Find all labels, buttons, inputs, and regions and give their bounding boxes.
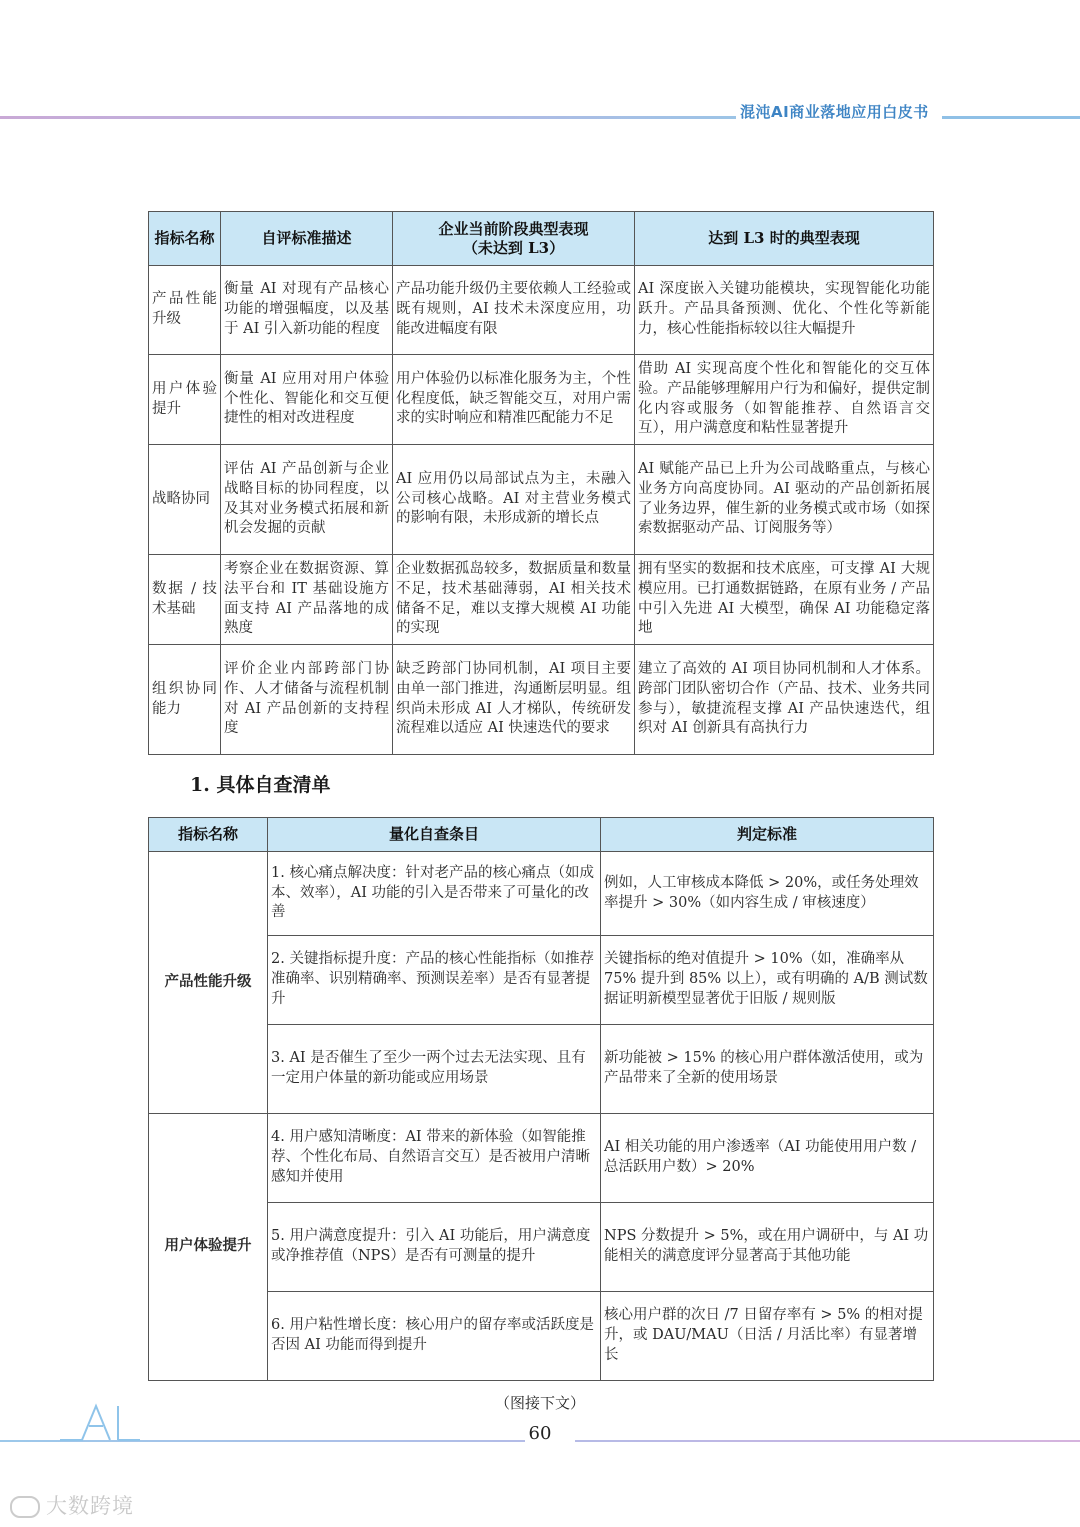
table-row [149, 445, 934, 555]
column-header: 自评标准描述 [221, 212, 393, 266]
watermark-logo-icon [10, 1496, 40, 1518]
page-number: 60 [528, 1423, 552, 1444]
current-stage: AI 应用仍以局部试点为主，未融入公司核心战略。AI 对主营业务模式的影响有限，未形成新的增长点 [393, 445, 635, 555]
figure-continued-caption: （图接下文） [494, 1394, 585, 1412]
criteria: 例如，人工审核成本降低 > 20%，或任务处理效率提升 > 30%（如内容生成 / 审核速度） [601, 852, 934, 936]
header-rule [0, 116, 736, 119]
indicator-name: 数据 / 技术基础 [149, 555, 221, 645]
indicator-name: 产品性能升级 [149, 266, 221, 355]
current-stage: 产品功能升级仍主要依赖人工经验或既有规则，AI 技术未深度应用，功能改进幅度有限 [393, 266, 635, 355]
indicator-name: 组织协同能力 [149, 645, 221, 755]
section-title: 1. 具体自查清单 [190, 774, 331, 796]
column-header: 企业当前阶段典型表现 （未达到 L3） [393, 212, 635, 266]
indicator-name: 战略协同 [149, 445, 221, 555]
criteria: 核心用户群的次日 /7 日留存率有 > 5% 的相对提升，或 DAU/MAU（日活 / 月活比率）有显著增长 [601, 1292, 934, 1381]
l3-performance: AI 赋能产品已上升为公司战略重点，与核心业务方向高度协同。AI 驱动的产品创新拓展了业务边界，催生新的业务模式或市场（如探索数据驱动产品、订阅服务等） [635, 445, 934, 555]
header-rule-right [942, 116, 1080, 119]
l3-performance: AI 深度嵌入关键功能模块，实现智能化功能跃升。产品具备预测、优化、个性化等新能力，核心性能指标较以往大幅提升 [635, 266, 934, 355]
current-stage: 用户体验仍以标准化服务为主，个性化程度低，缺乏智能交互，对用户需求的实时响应和精准匹配能力不足 [393, 355, 635, 445]
table-row [149, 852, 934, 936]
checklist-item: 5. 用户满意度提升：引入 AI 功能后，用户满意度或净推荐值（NPS）是否有可测量的提升 [268, 1203, 601, 1292]
watermark [10, 1490, 134, 1520]
indicator-name: 用户体验提升 [149, 355, 221, 445]
checklist-item: 6. 用户粘性增长度：核心用户的留存率或活跃度是否因 AI 功能而得到提升 [268, 1292, 601, 1381]
l3-performance: 拥有坚实的数据和技术底座，可支撑 AI 大规模应用。已打通数据链路，在原有业务 / 产品中引入先进 AI 大模型，确保 AI 功能稳定落地 [635, 555, 934, 645]
column-header: 判定标准 [601, 818, 934, 852]
table-row [149, 555, 934, 645]
standard-description: 评价企业内部跨部门协作、人才储备与流程机制对 AI 产品创新的支持程度 [221, 645, 393, 755]
ai-logo-icon [60, 1398, 140, 1446]
current-stage: 缺乏跨部门协同机制，AI 项目主要由单一部门推进，沟通断层明显。组织尚未形成 AI 人才梯队，传统研发流程难以适应 AI 快速迭代的要求 [393, 645, 635, 755]
standard-description: 衡量 AI 对现有产品核心功能的增强幅度，以及基于 AI 引入新功能的程度 [221, 266, 393, 355]
l3-performance: 建立了高效的 AI 项目协同机制和人才体系。跨部门团队密切合作（产品、技术、业务共同参与），敏捷流程支撑 AI 产品快速迭代，组织对 AI 创新具有高执行力 [635, 645, 934, 755]
header-title: 混沌AI商业落地应用白皮书 [740, 103, 929, 121]
table-row [149, 355, 934, 445]
criteria: NPS 分数提升 > 5%，或在用户调研中，与 AI 功能相关的满意度评分显著高于其他功能 [601, 1203, 934, 1292]
column-header: 量化自查条目 [268, 818, 601, 852]
group-name: 产品性能升级 [149, 852, 268, 1114]
criteria: 新功能被 > 15% 的核心用户群体激活使用，或为产品带来了全新的使用场景 [601, 1025, 934, 1114]
table-row [149, 645, 934, 755]
table-row [149, 266, 934, 355]
column-header: 指标名称 [149, 818, 268, 852]
column-header: 达到 L3 时的典型表现 [635, 212, 934, 266]
l3-performance: 借助 AI 实现高度个性化和智能化的交互体验。产品能够理解用户行为和偏好，提供定制化内容或服务（如智能推荐、自然语言交互），用户满意度和粘性显著提升 [635, 355, 934, 445]
criteria: 关键指标的绝对值提升 > 10%（如，准确率从 75% 提升到 85% 以上），或有明确的 A/B 测试数据证明新模型显著优于旧版 / 规则版 [601, 936, 934, 1025]
current-stage: 企业数据孤岛较多，数据质量和数量不足，技术基础薄弱，AI 相关技术储备不足，难以支撑大规模 AI 功能的实现 [393, 555, 635, 645]
criteria: AI 相关功能的用户渗透率（AI 功能使用用户数 / 总活跃用户数）> 20% [601, 1114, 934, 1203]
checklist-item: 1. 核心痛点解决度：针对老产品的核心痛点（如成本、效率），AI 功能的引入是否带来了可量化的改善 [268, 852, 601, 936]
checklist-item: 4. 用户感知清晰度：AI 带来的新体验（如智能推荐、个性化布局、自然语言交互）是否被用户清晰感知并使用 [268, 1114, 601, 1203]
checklist-item: 2. 关键指标提升度：产品的核心性能指标（如推荐准确率、识别精确率、预测误差率）是否有显著提升 [268, 936, 601, 1025]
checklist-table [148, 817, 934, 1381]
standard-description: 考察企业在数据资源、算法平台和 IT 基础设施方面支持 AI 产品落地的成熟度 [221, 555, 393, 645]
table-row [149, 1114, 934, 1203]
evaluation-table [148, 211, 934, 755]
group-name: 用户体验提升 [149, 1114, 268, 1381]
watermark-text: 大数跨境 [46, 1494, 134, 1518]
standard-description: 衡量 AI 应用对用户体验个性化、智能化和交互便捷性的相对改进程度 [221, 355, 393, 445]
table-header-row [149, 212, 934, 266]
table-header-row [149, 818, 934, 852]
checklist-item: 3. AI 是否催生了至少一两个过去无法实现、且有一定用户体量的新功能或应用场景 [268, 1025, 601, 1114]
standard-description: 评估 AI 产品创新与企业战略目标的协同程度，以及其对业务模式拓展和新机会发掘的贡献 [221, 445, 393, 555]
column-header: 指标名称 [149, 212, 221, 266]
